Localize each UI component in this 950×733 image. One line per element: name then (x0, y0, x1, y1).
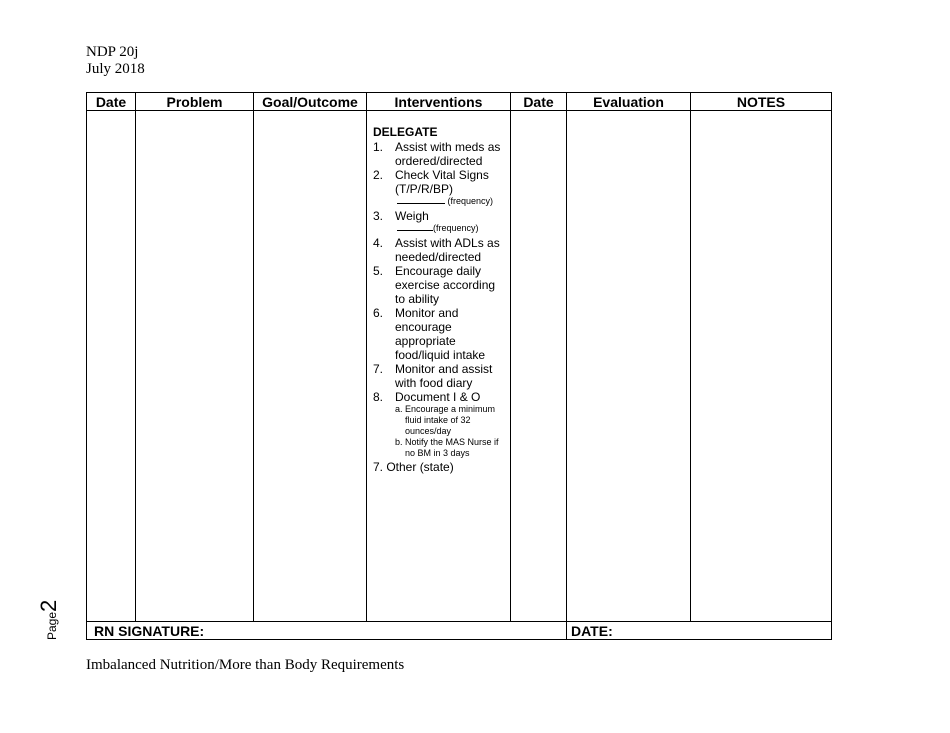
other-intervention: 7. Other (state) (373, 460, 454, 474)
intervention-item (373, 209, 506, 233)
intervention-item (373, 306, 506, 362)
intervention-sub-item: a. Encourage a minimum fluid intake of 32 ounces/day (395, 404, 496, 436)
form-date: July 2018 (86, 61, 145, 77)
frequency-blank-line (395, 196, 506, 206)
rn-signature-field[interactable] (87, 622, 567, 640)
intervention-number: 7. (373, 362, 384, 376)
care-plan-table (86, 92, 832, 640)
intervention-sub-item: b. Notify the MAS Nurse if no BM in 3 days (395, 437, 499, 458)
notes-cell[interactable] (691, 111, 832, 622)
signature-date-field[interactable] (567, 622, 832, 640)
column-header-problem: Problem (136, 93, 254, 111)
intervention-item (373, 390, 506, 459)
column-header-notes: NOTES (691, 93, 832, 111)
interventions-cell (367, 111, 511, 622)
intervention-text: Check Vital Signs (T/P/R/BP) (395, 168, 489, 196)
intervention-item (373, 264, 506, 306)
evaluation-cell[interactable] (567, 111, 691, 622)
intervention-text: Assist with ADLs as needed/directed (395, 236, 500, 264)
signature-row (87, 622, 832, 640)
page-number-marker (36, 600, 62, 640)
table-body-row (87, 111, 832, 622)
rn-signature-label: RN SIGNATURE: (94, 622, 205, 639)
intervention-text: Assist with meds as ordered/directed (395, 140, 501, 168)
delegate-heading: DELEGATE (373, 125, 438, 139)
frequency-label: (frequency) (447, 196, 494, 206)
intervention-item (373, 362, 506, 390)
intervention-number: 5. (373, 264, 384, 278)
date-cell[interactable] (87, 111, 136, 622)
column-header-date: Date (87, 93, 136, 111)
intervention-sub-list (395, 404, 506, 459)
intervention-item (373, 236, 506, 264)
intervention-text: Document I & O (395, 390, 481, 404)
form-code: NDP 20j (86, 44, 139, 60)
frequency-label: (frequency) (433, 223, 479, 233)
column-header-goal-outcome: Goal/Outcome (254, 93, 367, 111)
intervention-item (373, 168, 506, 206)
page-number: 2 (36, 599, 61, 612)
document-footer-title: Imbalanced Nutrition/More than Body Requirements (86, 657, 405, 673)
intervention-text: Monitor and encourage appropriate food/liquid intake (395, 306, 486, 362)
goal-outcome-cell[interactable] (254, 111, 367, 622)
document-header (86, 44, 145, 78)
evaluation-date-cell[interactable] (511, 111, 567, 622)
column-header-interventions: Interventions (367, 93, 511, 111)
intervention-number: 8. (373, 390, 384, 404)
signature-date-label: DATE: (571, 622, 613, 639)
intervention-number: 1. (373, 140, 384, 154)
intervention-item (373, 140, 506, 168)
intervention-number: 6. (373, 306, 384, 320)
frequency-blank[interactable] (397, 230, 433, 231)
intervention-text: Encourage daily exercise according to ability (395, 264, 496, 306)
header-row (87, 93, 832, 111)
frequency-blank-line (395, 223, 506, 233)
frequency-blank[interactable] (397, 203, 445, 204)
column-header-evaluation: Evaluation (567, 93, 691, 111)
intervention-number: 4. (373, 236, 384, 250)
problem-cell[interactable] (136, 111, 254, 622)
intervention-number: 3. (373, 209, 384, 223)
page-word: Page (45, 611, 59, 640)
interventions-list (373, 140, 506, 459)
intervention-number: 2. (373, 168, 384, 182)
intervention-text: Monitor and assist with food diary (395, 362, 493, 390)
intervention-text: Weigh (395, 209, 429, 223)
column-header-eval-date: Date (511, 93, 567, 111)
